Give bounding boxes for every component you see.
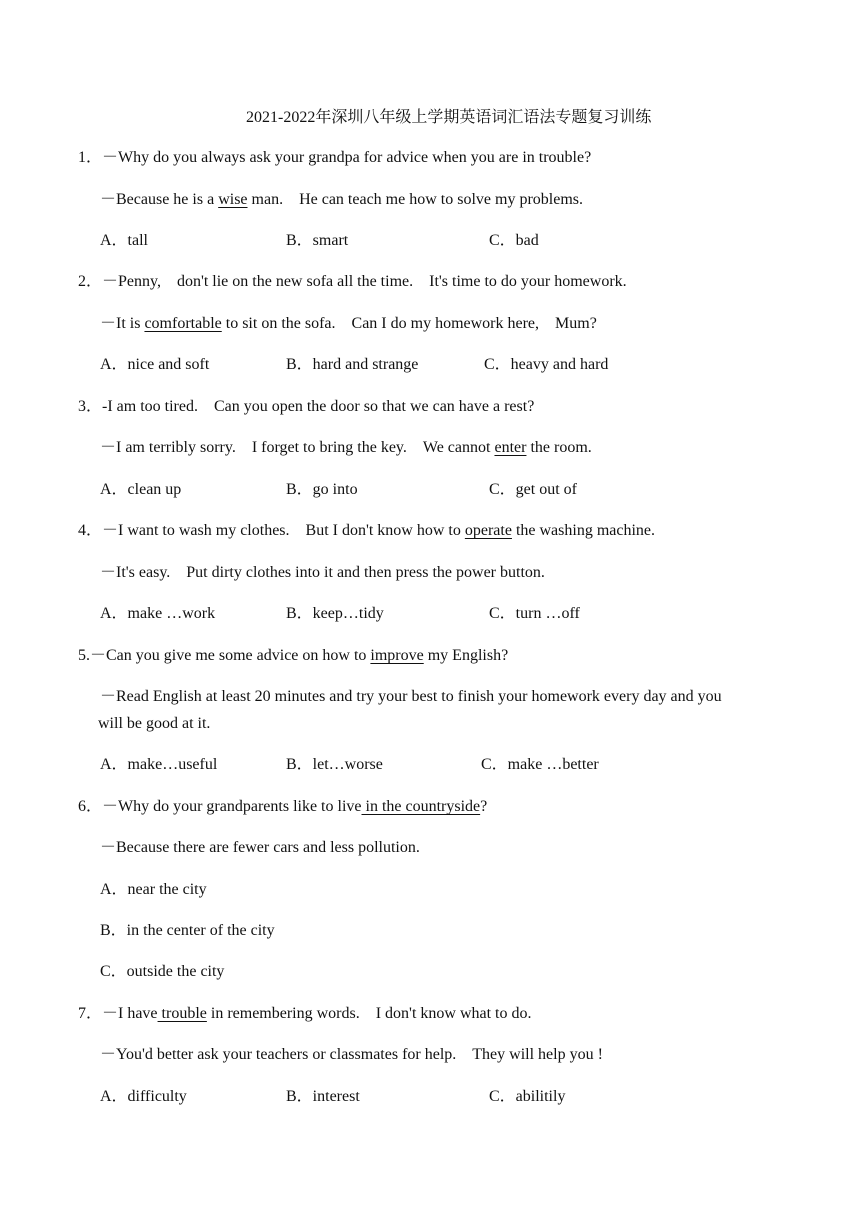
question-5-option-b: B．let…worse <box>286 756 383 773</box>
page-title: 2021-2022年深圳八年级上学期英语词汇语法专题复习训练 <box>246 109 652 126</box>
question-6-prompt-post: ? <box>480 798 488 815</box>
answer-1-post: man. He can teach me how to solve my problems. <box>247 191 583 208</box>
question-7-underlined-word: trouble <box>157 1005 207 1022</box>
question-7-answer <box>100 1045 603 1065</box>
answer-2-underlined-word: comfortable <box>144 315 222 332</box>
question-1-option-a: A．tall <box>100 232 148 249</box>
question-3-option-b: B．go into <box>286 481 358 498</box>
answer-7-text: －You'd better ask your teachers or classmates for help. They will help you ! <box>100 1046 603 1063</box>
question-2-prompt: 2．－Penny, don't lie on the new sofa all the time. It's time to do your homework. <box>78 273 627 290</box>
question-4-underlined-word: operate <box>464 522 512 539</box>
question-7-option-c: C．abilitily <box>489 1088 566 1105</box>
question-7-prompt-post: in remembering words. I don't know what to do. <box>206 1005 532 1022</box>
question-2-option-c: C．heavy and hard <box>484 356 609 373</box>
question-7-text <box>78 1004 532 1024</box>
question-1-option-c: C．bad <box>489 232 539 249</box>
question-4-option-b: B．keep…tidy <box>286 605 384 622</box>
question-6-text <box>78 797 487 817</box>
question-4-prompt-post: the washing machine. <box>511 522 656 539</box>
answer-3-pre: －I am terribly sorry. I forget to bring the key. We cannot <box>100 439 495 456</box>
answer-2-post: to sit on the sofa. Can I do my homework here, Mum? <box>221 315 597 332</box>
answer-1-underlined-word: wise <box>218 191 248 208</box>
question-4-answer <box>100 563 545 583</box>
question-2-answer <box>100 314 597 334</box>
question-3-answer <box>100 438 592 458</box>
question-5-answer-line-2: will be good at it. <box>98 715 211 732</box>
question-2-option-b: B．hard and strange <box>286 356 419 373</box>
answer-1-pre: －Because he is a <box>100 191 219 208</box>
question-5-underlined-word: improve <box>370 647 424 664</box>
question-5-option-c: C．make …better <box>481 756 599 773</box>
question-4-prompt-pre: 4．－I want to wash my clothes. But I don't know how to <box>78 522 465 539</box>
question-4-text <box>78 521 655 541</box>
question-7-option-b: B．interest <box>286 1088 360 1105</box>
question-1-option-b: B．smart <box>286 232 349 249</box>
answer-3-underlined-word: enter <box>494 439 527 456</box>
question-5-text <box>78 646 508 666</box>
question-3-text <box>78 397 534 417</box>
question-6-underlined-phrase: in the countryside <box>361 798 481 815</box>
answer-6-text: －Because there are fewer cars and less pollution. <box>100 839 420 856</box>
question-7-option-a: A．difficulty <box>100 1088 187 1105</box>
question-4-option-a: A．make …work <box>100 605 216 622</box>
question-4-option-c: C．turn …off <box>489 605 580 622</box>
question-2-option-a: A．nice and soft <box>100 356 210 373</box>
question-6-prompt-pre: 6．－Why do your grandparents like to live <box>78 798 362 815</box>
question-2-text <box>78 272 627 292</box>
question-3-option-c: C．get out of <box>489 481 577 498</box>
question-1-text <box>78 148 591 168</box>
question-5-prompt-pre: 5.－Can you give me some advice on how to <box>78 647 371 664</box>
question-5-prompt-post: my English? <box>423 647 509 664</box>
question-1-answer <box>100 190 583 210</box>
answer-2-pre: －It is <box>100 315 145 332</box>
question-3-prompt: 3．-I am too tired. Can you open the door so that we can have a rest? <box>78 398 535 415</box>
question-7-prompt-pre: 7．－I have <box>78 1005 158 1022</box>
question-1-prompt: 1．－Why do you always ask your grandpa for advice when you are in trouble? <box>78 149 592 166</box>
question-6-option-a: A．near the city <box>100 881 207 898</box>
question-3-option-a: A．clean up <box>100 481 182 498</box>
question-6-option-c: C．outside the city <box>100 963 225 980</box>
answer-4-text: －It's easy. Put dirty clothes into it and then press the power button. <box>100 564 545 581</box>
question-5-answer-line-1: －Read English at least 20 minutes and try your best to finish your homework every day and you <box>100 688 722 705</box>
question-6-answer <box>100 838 420 858</box>
question-5-option-a: A．make…useful <box>100 756 218 773</box>
question-6-option-b: B．in the center of the city <box>100 922 275 939</box>
answer-3-post: the room. <box>526 439 592 456</box>
